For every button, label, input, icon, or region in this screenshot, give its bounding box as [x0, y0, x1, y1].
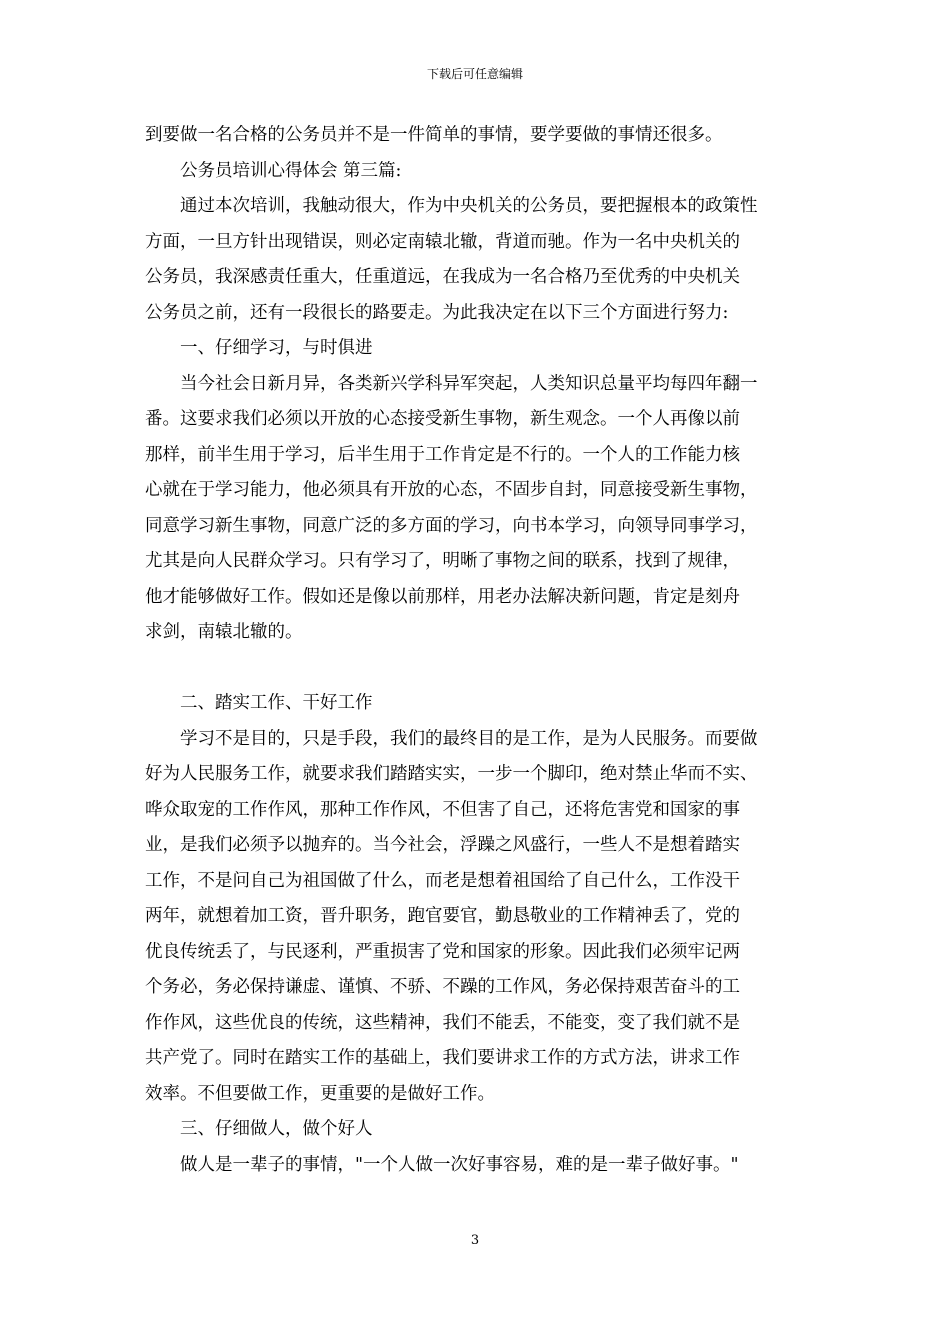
text-line: 公务员培训心得体会 第三篇:	[180, 160, 402, 181]
text-line: 求剑，南辕北辙的。	[145, 622, 303, 642]
text-line: 心就在于学习能力，他必须具有开放的心态，不固步自封，同意接受新生事物，	[145, 480, 758, 500]
text-line: 作作风，这些优良的传统，这些精神，我们不能丢，不能变，变了我们就不是	[145, 1012, 740, 1033]
text-line: 优良传统丢了，与民逐利，严重损害了党和国家的形象。因此我们必须牢记两	[145, 941, 740, 962]
document-body	[145, 118, 825, 1183]
text-line: 到要做一名合格的公务员并不是一件简单的事情，要学要做的事情还很多。	[145, 125, 723, 145]
text-line: 一、仔细学习，与时俱进	[180, 338, 373, 358]
text-line: 方面，一旦方针出现错误，则必定南辕北辙，背道而驰。作为一名中央机关的	[145, 231, 740, 252]
blank-line	[145, 651, 825, 687]
text-line: 三、仔细做人，做个好人	[180, 1119, 373, 1139]
text-line: 通过本次培训，我触动很大，作为中央机关的公务员，要把握根本的政策性	[180, 196, 758, 216]
text-line: 学习不是目的，只是手段，我们的最终目的是工作，是为人民服务。而要做	[180, 728, 758, 749]
text-line: 公务员之前，还有一段很长的路要走。为此我决定在以下三个方面进行努力:	[145, 302, 729, 323]
text-line: 工作，不是问自己为祖国做了什么，而老是想着祖国给了自己什么，工作没干	[145, 870, 740, 891]
text-line: 那样，前半生用于学习，后半生用于工作肯定是不行的。一个人的工作能力核	[145, 444, 740, 465]
text-line: 尤其是向人民群众学习。只有学习了，明晰了事物之间的联系，找到了规律，	[145, 551, 740, 571]
text-line: 哗众取宠的工作作风，那种工作作风，不但害了自己，还将危害党和国家的事	[145, 799, 740, 820]
text-line: 个务必，务必保持谦虚、谨慎、不骄、不躁的工作风，务必保持艰苦奋斗的工	[145, 977, 740, 997]
text-line: 公务员，我深感责任重大，任重道远，在我成为一名合格乃至优秀的中央机关	[145, 267, 740, 287]
text-line: 当今社会日新月异，各类新兴学科异军突起，人类知识总量平均每四年翻一	[180, 373, 758, 394]
text-line: 番。这要求我们必须以开放的心态接受新生事物，新生观念。一个人再像以前	[145, 409, 740, 429]
text-line: 好为人民服务工作，就要求我们踏踏实实，一步一个脚印，绝对禁止华而不实、	[145, 764, 758, 784]
text-line: 业，是我们必须予以抛弃的。当今社会，浮躁之风盛行，一些人不是想着踏实	[145, 835, 740, 855]
page-header: 下载后可任意编辑	[426, 67, 523, 81]
page-number: 3	[470, 1233, 480, 1248]
text-line: 效率。不但要做工作，更重要的是做好工作。	[145, 1083, 495, 1104]
text-line: 共产党了。同时在踏实工作的基础上，我们要讲求工作的方式方法，讲求工作	[145, 1048, 740, 1068]
text-line: 他才能够做好工作。假如还是像以前那样，用老办法解决新问题，肯定是刻舟	[145, 586, 740, 607]
text-line: 两年，就想着加工资，晋升职务，跑官要官，勤恳敬业的工作精神丢了，党的	[145, 906, 740, 926]
text-line: 二、踏实工作、干好工作	[180, 693, 373, 713]
text-line: 同意学习新生事物，同意广泛的多方面的学习，向书本学习，向领导同事学习，	[145, 515, 758, 536]
text-line: 做人是一辈子的事情，"一个人做一次好事容易，难的是一辈子做好事。"	[180, 1154, 739, 1175]
